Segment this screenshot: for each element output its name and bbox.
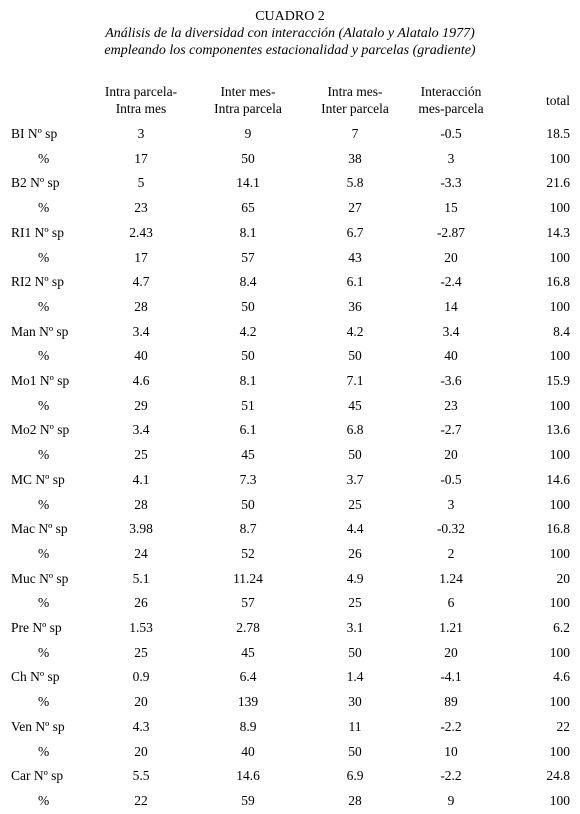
- table-cell: 36: [348, 298, 362, 314]
- table-cell: 4.3: [132, 718, 150, 734]
- table-cell: 3.98: [129, 521, 153, 537]
- table-cell: 17: [134, 150, 148, 166]
- column-header-1: [81, 83, 201, 117]
- table-cell: 38: [348, 150, 362, 166]
- table-cell: 15: [444, 200, 458, 216]
- table-cell: 6.1: [239, 422, 257, 438]
- column-header-line-2: Inter parcela: [321, 101, 389, 116]
- table-cell: 100: [549, 595, 570, 611]
- table-cell: 7: [351, 126, 359, 141]
- table-cell: 139: [237, 694, 259, 710]
- table-cell: 8.4: [239, 274, 257, 290]
- row-label-species: B2 Nº sp: [11, 175, 60, 191]
- table-cell: 22: [134, 792, 148, 808]
- table-cell: 50: [241, 496, 255, 512]
- table-cell: 51: [241, 397, 255, 413]
- row-label-percent: %: [38, 150, 50, 166]
- table-cell: 25: [348, 496, 362, 512]
- table-cell: 100: [549, 644, 570, 660]
- table-cell: 23: [134, 200, 148, 216]
- table-cell: -0.5: [440, 126, 462, 141]
- table-cell: 6.7: [346, 224, 364, 240]
- table-cell: 57: [241, 249, 255, 265]
- table-cell: 20: [444, 644, 458, 660]
- table-cell: 20: [444, 249, 458, 265]
- table-cell: 25: [134, 447, 148, 463]
- table-cell: 3.1: [346, 620, 364, 635]
- table-cell: 14.3: [546, 224, 570, 240]
- table-cell: 3: [447, 496, 455, 512]
- table-cell: 4.9: [346, 570, 364, 586]
- table-cell: 43: [348, 249, 362, 265]
- table-cell: 4.6: [132, 373, 150, 388]
- row-label-species: Pre Nº sp: [11, 620, 62, 635]
- table-cell: 23: [444, 397, 458, 413]
- row-label-percent: %: [38, 348, 50, 364]
- table-cell: 1.53: [129, 620, 153, 635]
- table-cell: 8.4: [553, 323, 570, 339]
- column-header-5: [510, 92, 570, 109]
- row-label-species: Mo2 Nº sp: [11, 422, 70, 438]
- table-cell: 100: [549, 743, 570, 759]
- table-cell: -3.3: [440, 175, 462, 191]
- table-cell: 50: [348, 644, 362, 660]
- column-header-line-1: Inter mes-: [220, 84, 276, 99]
- column-header-2: [188, 83, 308, 117]
- table-cell: 8.9: [239, 718, 257, 734]
- table-cell: -2.7: [440, 422, 462, 438]
- table-subtitle-line-2: empleando los componentes estacionalidad y parcelas (gradiente): [104, 43, 476, 58]
- row-label-percent: %: [38, 595, 50, 611]
- table-cell: 28: [134, 298, 148, 314]
- table-cell: -3.6: [440, 373, 462, 388]
- table-cell: 11: [348, 718, 362, 734]
- table-cell: 6.2: [553, 620, 570, 635]
- table-cell: 8.1: [239, 224, 257, 240]
- table-cell: 50: [348, 743, 362, 759]
- row-label-species: RI1 Nº sp: [11, 224, 64, 240]
- table-cell: 3: [447, 150, 455, 166]
- table-cell: 1.21: [439, 620, 463, 635]
- table-cell: 100: [549, 249, 570, 265]
- row-label-species: Muc Nº sp: [11, 570, 69, 586]
- table-cell: -2.4: [440, 274, 462, 290]
- table-cell: 100: [549, 150, 570, 166]
- table-cell: 52: [241, 545, 255, 561]
- table-cell: 4.6: [553, 669, 570, 685]
- table-cell: 45: [241, 644, 255, 660]
- table-cell: -0.32: [436, 521, 466, 537]
- table-cell: 4.1: [132, 471, 150, 487]
- row-label-species: RI2 Nº sp: [11, 274, 64, 290]
- row-label-species: BI Nº sp: [11, 126, 58, 141]
- row-label-species: Ven Nº sp: [11, 718, 65, 734]
- table-cell: 25: [348, 595, 362, 611]
- table-cell: 45: [241, 447, 255, 463]
- table-cell: 20: [444, 447, 458, 463]
- table-cell: 9: [244, 126, 252, 141]
- table-cell: 2.78: [236, 620, 260, 635]
- table-cell: 50: [348, 447, 362, 463]
- table-cell: 6.1: [346, 274, 364, 290]
- table-cell: 50: [241, 298, 255, 314]
- table-cell: 4.2: [239, 323, 257, 339]
- row-label-species: MC Nº sp: [11, 471, 65, 487]
- table-cell: 100: [549, 792, 570, 808]
- table-cell: 40: [241, 743, 255, 759]
- table-cell: 6.8: [346, 422, 364, 438]
- table-cell: 14.1: [236, 175, 260, 191]
- row-label-species: Car Nº sp: [11, 768, 64, 784]
- row-label-percent: %: [38, 545, 50, 561]
- table-cell: 5.8: [346, 175, 364, 191]
- table-cell: 17: [134, 249, 148, 265]
- table-cell: 89: [444, 694, 458, 710]
- table-cell: 14.6: [546, 471, 570, 487]
- table-cell: 6: [447, 595, 455, 611]
- column-header-line-1: Intra parcela-: [104, 84, 178, 99]
- table-cell: 4.7: [132, 274, 150, 290]
- table-cell: 4.4: [346, 521, 364, 537]
- table-cell: 15.9: [546, 373, 570, 388]
- table-cell: 29: [134, 397, 148, 413]
- table-cell: 5.5: [132, 768, 150, 784]
- table-cell: 50: [241, 348, 255, 364]
- table-cell: 100: [549, 298, 570, 314]
- row-label-species: Man Nº sp: [11, 323, 69, 339]
- table-cell: 6.9: [346, 768, 364, 784]
- table-cell: 5.1: [132, 570, 150, 586]
- table-cell: 24.8: [546, 768, 570, 784]
- column-header-line-1: Intra mes-: [327, 84, 383, 99]
- column-header-line-2: Intra parcela: [214, 101, 282, 116]
- table-cell: 100: [549, 200, 570, 216]
- table-caption: [0, 8, 580, 59]
- row-label-species: Ch Nº sp: [11, 669, 60, 685]
- table-cell: 50: [241, 150, 255, 166]
- column-header-line-1: total: [546, 93, 570, 108]
- row-label-percent: %: [38, 397, 50, 413]
- table-cell: -0.5: [440, 471, 462, 487]
- row-label-percent: %: [38, 496, 50, 512]
- table-cell: 28: [134, 496, 148, 512]
- row-label-percent: %: [38, 298, 50, 314]
- row-label-species: Mac Nº sp: [11, 521, 68, 537]
- table-cell: 16.8: [546, 274, 570, 290]
- table-cell: 3.4: [132, 323, 150, 339]
- table-subtitle-line-1: Análisis de la diversidad con interacción (Alatalo y Alatalo 1977): [105, 26, 475, 41]
- table-cell: -4.1: [440, 669, 462, 685]
- table-cell: 1.24: [439, 570, 463, 586]
- column-header-4: [391, 83, 511, 117]
- table-cell: 45: [348, 397, 362, 413]
- table-cell: 30: [348, 694, 362, 710]
- table-cell: 7.1: [346, 373, 364, 388]
- table-cell: 2.43: [129, 224, 153, 240]
- table-cell: 3.4: [132, 422, 150, 438]
- table-cell: 2: [447, 545, 455, 561]
- table-title: CUADRO 2: [255, 9, 325, 24]
- table-cell: 5: [137, 175, 145, 191]
- column-header-line-2: Intra mes: [115, 101, 167, 116]
- table-cell: 59: [241, 792, 255, 808]
- table-cell: 40: [134, 348, 148, 364]
- table-cell: 20: [134, 743, 148, 759]
- table-cell: 8.1: [239, 373, 257, 388]
- table-cell: 65: [241, 200, 255, 216]
- table-cell: 100: [549, 348, 570, 364]
- table-cell: 14.6: [236, 768, 260, 784]
- table-cell: 3.7: [346, 471, 364, 487]
- row-label-percent: %: [38, 249, 50, 265]
- table-cell: 1.4: [346, 669, 364, 685]
- table-cell: 7.3: [239, 471, 257, 487]
- table-cell: 25: [134, 644, 148, 660]
- table-cell: 22: [556, 718, 570, 734]
- table-cell: -2.2: [440, 768, 462, 784]
- table-cell: 16.8: [546, 521, 570, 537]
- table-cell: 0.9: [132, 669, 150, 685]
- row-label-percent: %: [38, 694, 50, 710]
- table-cell: 50: [348, 348, 362, 364]
- table-cell: 28: [348, 792, 362, 808]
- table-cell: 13.6: [546, 422, 570, 438]
- table-cell: 27: [348, 200, 362, 216]
- column-header-line-2: mes-parcela: [418, 101, 484, 116]
- table-cell: 100: [549, 447, 570, 463]
- table-cell: 57: [241, 595, 255, 611]
- table-cell: 10: [444, 743, 458, 759]
- row-label-species: Mo1 Nº sp: [11, 373, 70, 388]
- row-label-percent: %: [38, 200, 50, 216]
- table-cell: 100: [549, 397, 570, 413]
- row-label-percent: %: [38, 743, 50, 759]
- table-cell: 26: [134, 595, 148, 611]
- table-cell: 6.4: [239, 669, 257, 685]
- table-cell: 18.5: [546, 126, 570, 141]
- table-cell: 100: [549, 496, 570, 512]
- table-cell: 40: [444, 348, 458, 364]
- table-cell: 9: [447, 792, 455, 808]
- row-label-percent: %: [38, 644, 50, 660]
- column-header-line-1: Interacción: [420, 84, 482, 99]
- table-cell: 26: [348, 545, 362, 561]
- table-cell: 20: [134, 694, 148, 710]
- row-label-percent: %: [38, 792, 50, 808]
- row-label-percent: %: [38, 447, 50, 463]
- table-cell: -2.2: [440, 718, 462, 734]
- table-cell: 8.7: [239, 521, 257, 537]
- table-cell: 21.6: [546, 175, 570, 191]
- table-cell: 100: [549, 694, 570, 710]
- table-cell: 3: [137, 126, 145, 141]
- table-cell: 11.24: [233, 570, 263, 586]
- table-cell: 100: [549, 545, 570, 561]
- table-cell: -2.87: [436, 224, 466, 240]
- table-cell: 3.4: [442, 323, 460, 339]
- table-cell: 14: [444, 298, 458, 314]
- table-cell: 24: [134, 545, 148, 561]
- table-cell: 4.2: [346, 323, 364, 339]
- table-cell: 20: [556, 570, 570, 586]
